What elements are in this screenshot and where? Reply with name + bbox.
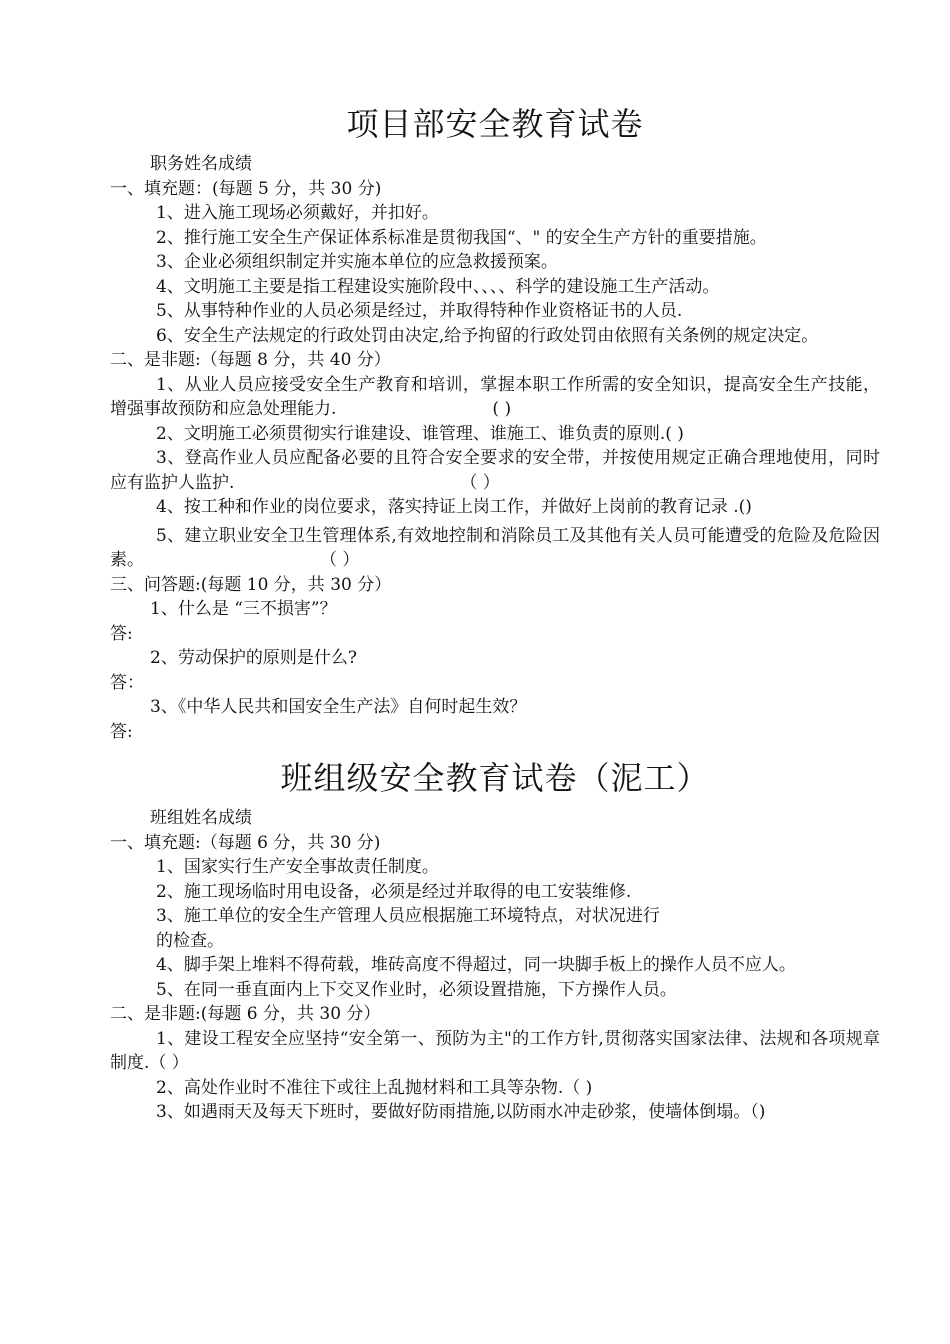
fill-question: 5、在同一垂直面内上下交叉作业时，必须设置措施，下方操作人员。 xyxy=(156,979,677,1000)
fill-question: 2、推行施工安全生产保证体系标准是贯彻我国“、" 的安全生产方针的重要措施。 xyxy=(156,227,767,248)
fill-question: 4、文明施工主要是指工程建设实施阶段中、、、、科学的建设施工生产活动。 xyxy=(156,276,720,297)
candidate-info-line: 职务姓名成绩 xyxy=(150,154,252,174)
section-heading: 二、是非题:(每题 6 分，共 30 分） xyxy=(110,1004,381,1024)
question-text: 3、如遇雨天及每天下班时，要做好防雨措施,以防雨水冲走砂浆，使墙体倒塌。（ xyxy=(156,1102,759,1122)
fill-question: 3、施工单位的安全生产管理人员应根据施工环境特点，对状况进行 xyxy=(156,906,660,926)
true-false-question xyxy=(110,422,880,447)
true-false-question xyxy=(110,1027,880,1076)
true-false-question xyxy=(110,1076,880,1101)
answer-label: 答: xyxy=(110,721,133,742)
fill-question: 2、施工现场临时用电设备，必须是经过并取得的电工安装维修. xyxy=(156,881,632,902)
fill-question: 1、国家实行生产安全事故责任制度。 xyxy=(156,857,439,877)
question-text: 3、登高作业人员应配备必要的且符合安全要求的安全带，并按使用规定正确合理地使用，同时应有监护人监护. xyxy=(110,448,880,493)
answer-blank: ） xyxy=(166,1053,189,1073)
essay-question: 3、《中华人民共和国安全生产法》自何时起生效？ xyxy=(150,697,527,717)
answer-blank: ( ) xyxy=(492,399,512,419)
question-text: 4、按工种和作业的岗位要求，落实持证上岗工作，并做好上岗前的教育记录 .( xyxy=(156,497,746,517)
question-text: 2、高处作业时不准往下或往上乱抛材料和工具等杂物.（ xyxy=(156,1077,581,1098)
question-text: 2、文明施工必须贯彻实行谁建设、谁管理、谁施工、谁负责的原则.( xyxy=(156,423,672,444)
answer-label: 答： xyxy=(110,672,144,693)
true-false-question xyxy=(110,1100,880,1125)
fill-question: 6、安全生产法规定的行政处罚由决定,给予拘留的行政处罚由依照有关条例的规定决定。 xyxy=(156,325,819,346)
answer-blank: ) xyxy=(745,497,752,517)
true-false-question xyxy=(110,524,880,573)
answer-blank: （ ） xyxy=(460,472,500,493)
candidate-info-line: 班组姓名成绩 xyxy=(150,808,252,828)
fill-question: 1、进入施工现场必须戴好，并扣好。 xyxy=(156,203,439,223)
essay-question: 2、劳动保护的原则是什么? xyxy=(150,648,357,668)
answer-label: 答: xyxy=(110,623,133,644)
section-heading: 一、填充题：(每题 5 分，共 30 分) xyxy=(110,178,382,199)
answer-blank: ) xyxy=(758,1102,766,1122)
true-false-question xyxy=(110,446,880,495)
answer-blank: （ ） xyxy=(320,550,360,570)
fill-question: 5、从事特种作业的人员必须是经过，并取得特种作业资格证书的人员. xyxy=(156,301,683,321)
fill-question-continuation: 的检查。 xyxy=(156,930,224,951)
true-false-question xyxy=(110,373,880,422)
answer-blank: ) xyxy=(580,1077,593,1098)
question-text: 1、建设工程安全应坚持“安全第一、预防为主"的工作方针,贯彻落实国家法律、法规和各项规章制度.（ xyxy=(110,1028,880,1073)
fill-question: 3、企业必须组织制定并实施本单位的应急救援预案。 xyxy=(156,252,558,272)
true-false-question xyxy=(110,495,880,520)
answer-blank: ) xyxy=(671,423,684,444)
paper-title: 班组级安全教育试卷（泥工） xyxy=(280,759,710,797)
question-text: 5、建立职业安全卫生管理体系,有效地控制和消除员工及其他有关人员可能遭受的危险及危险因素。 xyxy=(110,525,880,570)
essay-question: 1、什么是 “三不损害”？ xyxy=(150,599,337,619)
exam-document xyxy=(110,96,880,1125)
question-text: 1、从业人员应接受安全生产教育和培训，掌握本职工作所需的安全知识，提高安全生产技能，增强事故预防和应急处理能力. xyxy=(110,374,880,419)
paper-title: 项目部安全教育试卷 xyxy=(346,105,644,143)
section-heading: 一、填充题:（每题 6 分，共 30 分) xyxy=(110,832,381,853)
section-heading: 三、问答题:(每题 10 分，共 30 分） xyxy=(110,574,392,595)
fill-question: 4、脚手架上堆料不得荷载，堆砖高度不得超过，同一块脚手板上的操作人员不应人。 xyxy=(156,955,796,975)
section-heading: 二、是非题:（每题 8 分，共 40 分） xyxy=(110,350,391,370)
